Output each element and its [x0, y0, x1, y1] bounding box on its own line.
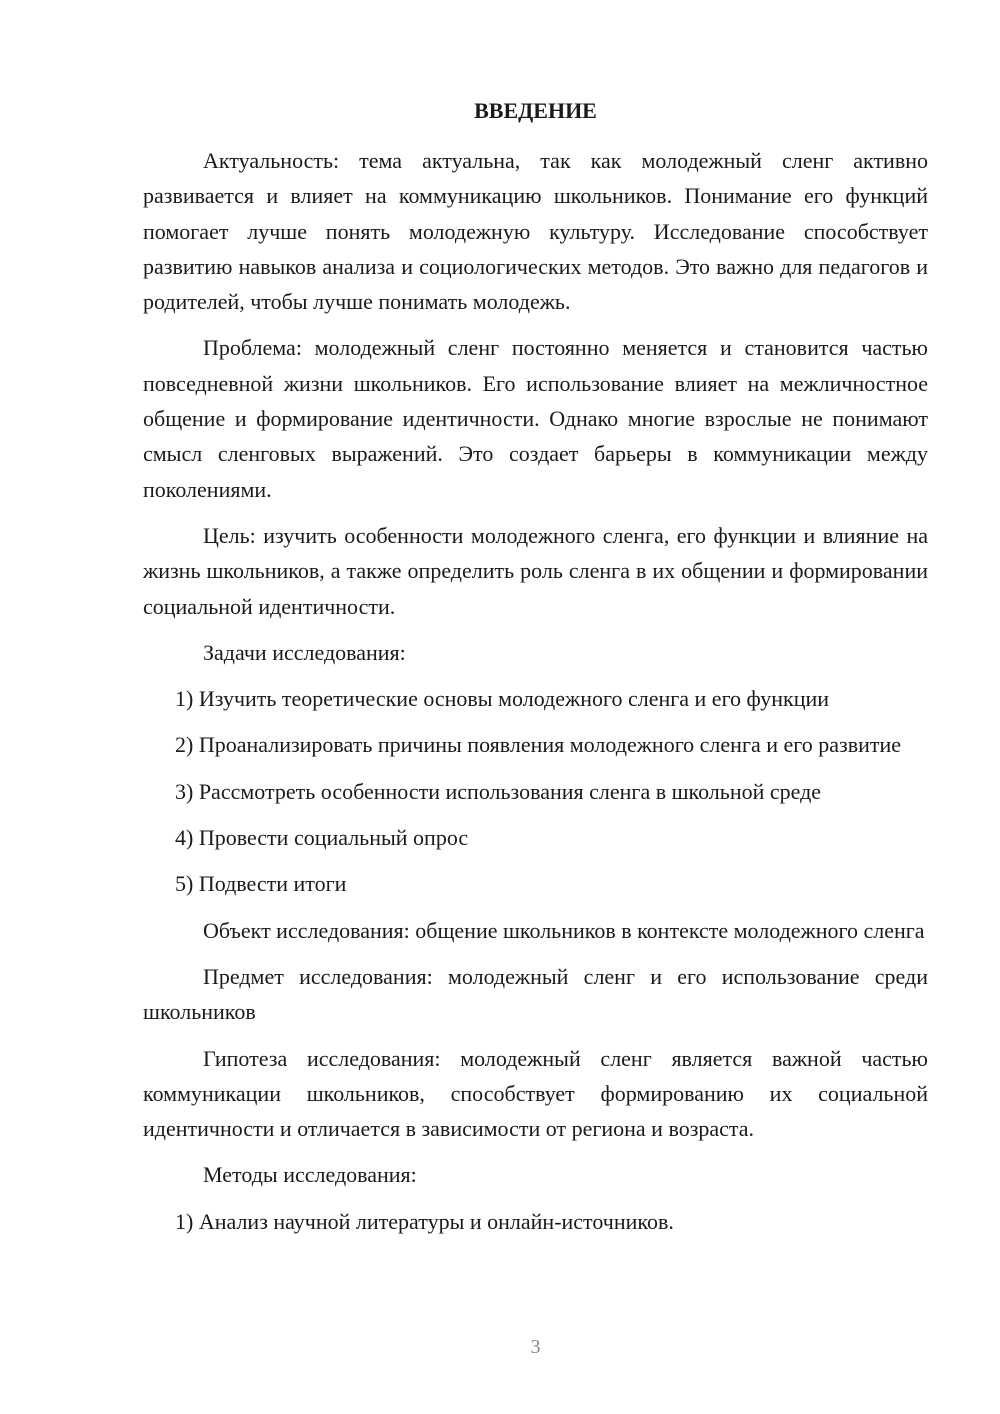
tasks-heading: Задачи исследования:	[203, 639, 406, 665]
hypothesis-paragraph: Гипотеза исследования: молодежный сленг является важной частью коммуникации школьников, способствует формированию их социальной идентичности и отличается в зависимости от региона и возраста.	[143, 1045, 928, 1142]
method-item: 1) Анализ научной литературы и онлайн-источников.	[175, 1208, 674, 1234]
problem-paragraph: Проблема: молодежный сленг постоянно меняется и становится частью повседневной жизни школьников. Его использование влияет на межличностное общение и формирование идентичности. Однако многие взрослые не понимают смысл сленговых выражений. Это создает барьеры в коммуникации между поколениями.	[143, 335, 928, 502]
relevance-paragraph: Актуальность: тема актуальна, так как молодежный сленг активно развивается и влияет на коммуникацию школьников. Понимание его функций помогает лучше понять молодежную культуру. Исследование способствует развитию навыков анализа и социологических методов. Это важно для педагогов и родителей, чтобы лучше понимать молодежь.	[143, 148, 928, 315]
goal-paragraph: Цель: изучить особенности молодежного сленга, его функции и влияние на жизнь школьников, а также определить роль сленга в их общении и формировании социальной идентичности.	[143, 522, 928, 619]
task-item: 4) Провести социальный опрос	[175, 825, 469, 851]
methods-heading: Методы исследования:	[203, 1162, 417, 1188]
section-title: ВВЕДЕНИЕ	[474, 98, 597, 123]
subject-paragraph: Предмет исследования: молодежный сленг и его использование среди школьников	[143, 963, 928, 1025]
task-item: 2) Проанализировать причины появления молодежного сленга и его развитие	[175, 732, 902, 758]
document-page	[143, 0, 928, 1414]
task-item: 5) Подвести итоги	[175, 871, 347, 897]
task-item: 1) Изучить теоретические основы молодежного сленга и его функции	[175, 686, 830, 712]
object-paragraph: Объект исследования: общение школьников в контексте молодежного сленга	[203, 917, 925, 943]
task-item: 3) Рассмотреть особенности использования сленга в школьной среде	[175, 778, 822, 804]
document-body	[143, 143, 928, 1250]
page-number: 3	[530, 1336, 541, 1358]
